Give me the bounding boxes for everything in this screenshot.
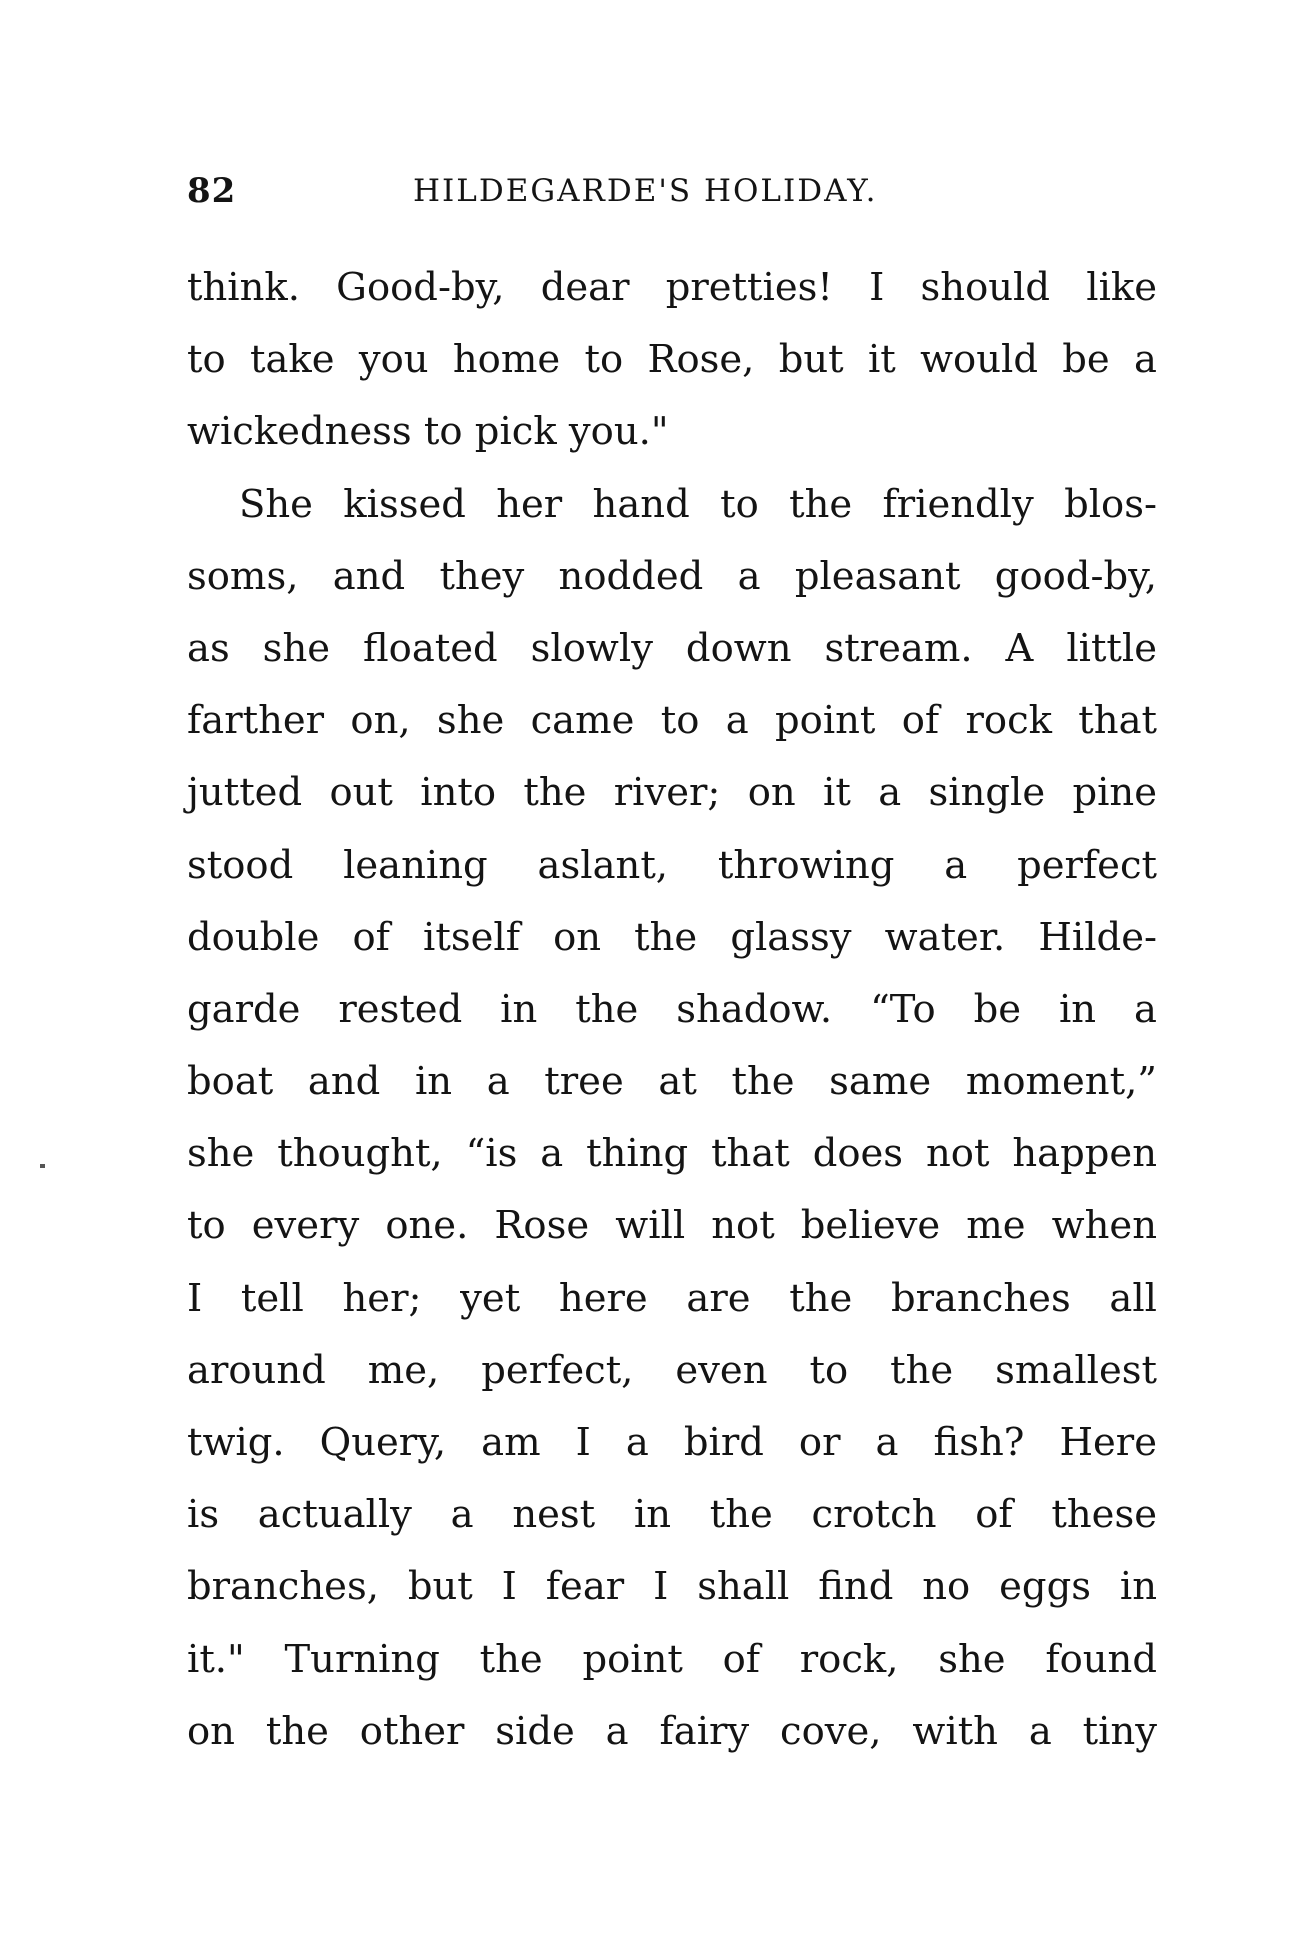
running-title: HILDEGARDE'S HOLIDAY. xyxy=(413,173,878,209)
text-line: garde rested in the shadow. “To be in a xyxy=(187,986,1157,1032)
text-line: around me, perfect, even to the smallest xyxy=(187,1347,1157,1393)
text-line: is actually a nest in the crotch of these xyxy=(187,1492,1157,1538)
text-line: soms, and they nodded a pleasant good-by, xyxy=(187,553,1157,599)
text-line: to take you home to Rose, but it would be a xyxy=(187,337,1157,383)
text-line: jutted out into the river; on it a single pine xyxy=(187,770,1157,816)
text-line: as she floated slowly down stream. A little xyxy=(187,625,1157,671)
text-line: double of itself on the glassy water. Hilde- xyxy=(187,914,1157,960)
text-line: I tell her; yet here are the branches all xyxy=(187,1275,1157,1321)
text-line: on the other side a fairy cove, with a tiny xyxy=(187,1708,1157,1754)
running-head xyxy=(187,166,1167,216)
paragraph xyxy=(187,252,1157,469)
text-line: She kissed her hand to the friendly blos- xyxy=(239,481,1157,527)
text-line: boat and in a tree at the same moment,” xyxy=(187,1059,1157,1105)
text-line: think. Good-by, dear pretties! I should like xyxy=(187,265,1157,310)
text-line: branches, but I fear I shall find no eggs in xyxy=(187,1564,1157,1610)
text-line: wickedness to pick you." xyxy=(187,409,669,455)
text-line: to every one. Rose will not believe me when xyxy=(187,1203,1157,1249)
page-number: 82 xyxy=(187,171,237,211)
text-line: she thought, “is a thing that does not happen xyxy=(187,1131,1157,1177)
text-line: twig. Query, am I a bird or a fish? Here xyxy=(187,1420,1157,1465)
paragraph xyxy=(187,469,1157,1768)
text-line: farther on, she came to a point of rock that xyxy=(187,698,1157,744)
body-text xyxy=(187,252,1157,1768)
ink-speck xyxy=(40,1164,45,1168)
text-line: it." Turning the point of rock, she found xyxy=(187,1636,1157,1682)
text-line: stood leaning aslant, throwing a perfect xyxy=(187,842,1157,888)
